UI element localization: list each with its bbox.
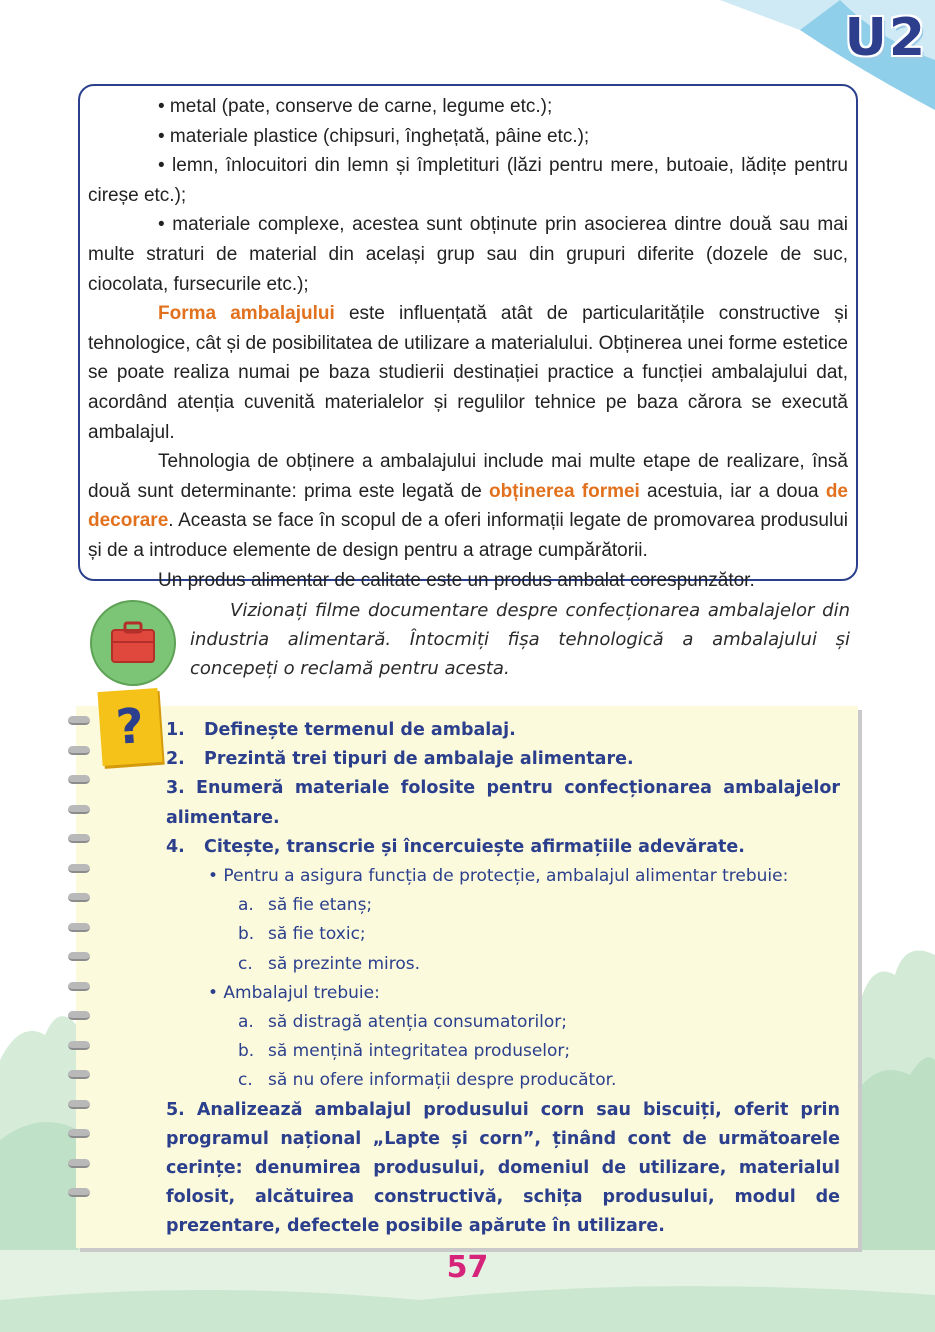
task-instructions: Vizionați filme documentare despre confecționarea ambalajelor din industria alimentară. Întocmiți fișa tehnologică a ambalajului și concepeți o reclamă pentru acesta. (190, 600, 850, 679)
question-mark-icon: ? (97, 688, 162, 766)
bullet-complex: • materiale complexe, acestea sunt obținute prin asocierea dintre două sau mai multe straturi de material din același grup sau din grupuri diferite (dozele de suc, ciocolata, fursecurile etc.); (88, 214, 848, 295)
paragraph-technology-text-1: Tehnologia de obținere a ambalajului include mai multe etape de realizare, însă două sunt determinante: prima este legată de (88, 451, 848, 502)
paragraph-technology-text-2: acestuia, iar a doua (639, 480, 826, 502)
unit-badge: U2 (844, 8, 927, 68)
bullet-metal: • metal (pate, conserve de carne, legume etc.); (158, 96, 553, 117)
question-5: 5. Analizează ambalajul produsului corn sau biscuiți, oferit prin programul național „Lapte și corn”, ținând cont de următoarele cerințe: denumirea produsului, domeniul de utilizare, materialul folosit, alcătuirea constructivă, schița produsului, modul de prezentare, defectele posibile apărute în utilizare. (166, 1099, 840, 1237)
option-1c: c. să prezinte miros. (238, 953, 421, 974)
question-1: 1. Definește termenul de ambalaj. (166, 720, 516, 740)
paragraph-package-shape-text: este influențată atât de particularitățile constructive și tehnologice, cât și de posibilitatea de utilizare a materialului. Obținerea unei forme estetice se poate realiza numai pe baza studierii destinației practice a funcției ambalajului dat, acordând atenția cuvenită materialelor și regulilor tehnice pe baza cărora se execută ambalajul. (88, 303, 849, 443)
questions-list (166, 716, 840, 1242)
bullet-wood: • lemn, înlocuitori din lemn și împletituri (lăzi pentru mere, butoaie, lădițe pentru cireșe etc.); (88, 155, 848, 206)
notebook-rings (68, 716, 98, 1246)
option-2b: b. să mențină integritatea produselor; (238, 1041, 571, 1062)
question-3: 3. Enumeră materiale folosite pentru confecționarea ambalajelor alimentare. (166, 778, 840, 828)
option-1b: b. să fie toxic; (238, 924, 366, 945)
bullet-plastic: • materiale plastice (chipsuri, înghețată, pâine etc.); (158, 125, 590, 147)
paragraph-package-shape (88, 299, 848, 447)
paragraph-technology (88, 447, 848, 565)
highlight-package-shape: Forma ambalajului (158, 303, 335, 325)
question-2: 2. Prezintă trei tipuri de ambalaje alimentare. (166, 749, 634, 770)
option-1a: a. să fie etanș; (238, 895, 373, 916)
question-4-stem-2: • Ambalajul trebuie: (208, 982, 380, 1003)
highlight-obtain-shape: obținerea formei (489, 480, 640, 502)
paragraph-quality: Un produs alimentar de calitate este un produs ambalat corespunzător. (158, 569, 755, 591)
highlight-decoration: de decorare (88, 480, 848, 532)
option-2c: c. să nu ofere informații despre producător. (238, 1070, 617, 1091)
question-4: 4. Citește, transcrie și încercuiește afirmațiile adevărate. (166, 836, 745, 857)
paragraph-technology-text-3: . Aceasta se face în scopul de a oferi informații legate de promovarea produsului și de a introduce elemente de design pentru a atrage cumpărătorii. (88, 510, 848, 561)
page-number: 57 (446, 1250, 489, 1285)
content-box (78, 84, 858, 591)
question-4-stem-1: • Pentru a asigura funcția de protecție, ambalajul alimentar trebuie: (208, 866, 789, 887)
option-2a: a. să distragă atenția consumatorilor; (238, 1012, 568, 1033)
briefcase-icon (90, 600, 176, 686)
